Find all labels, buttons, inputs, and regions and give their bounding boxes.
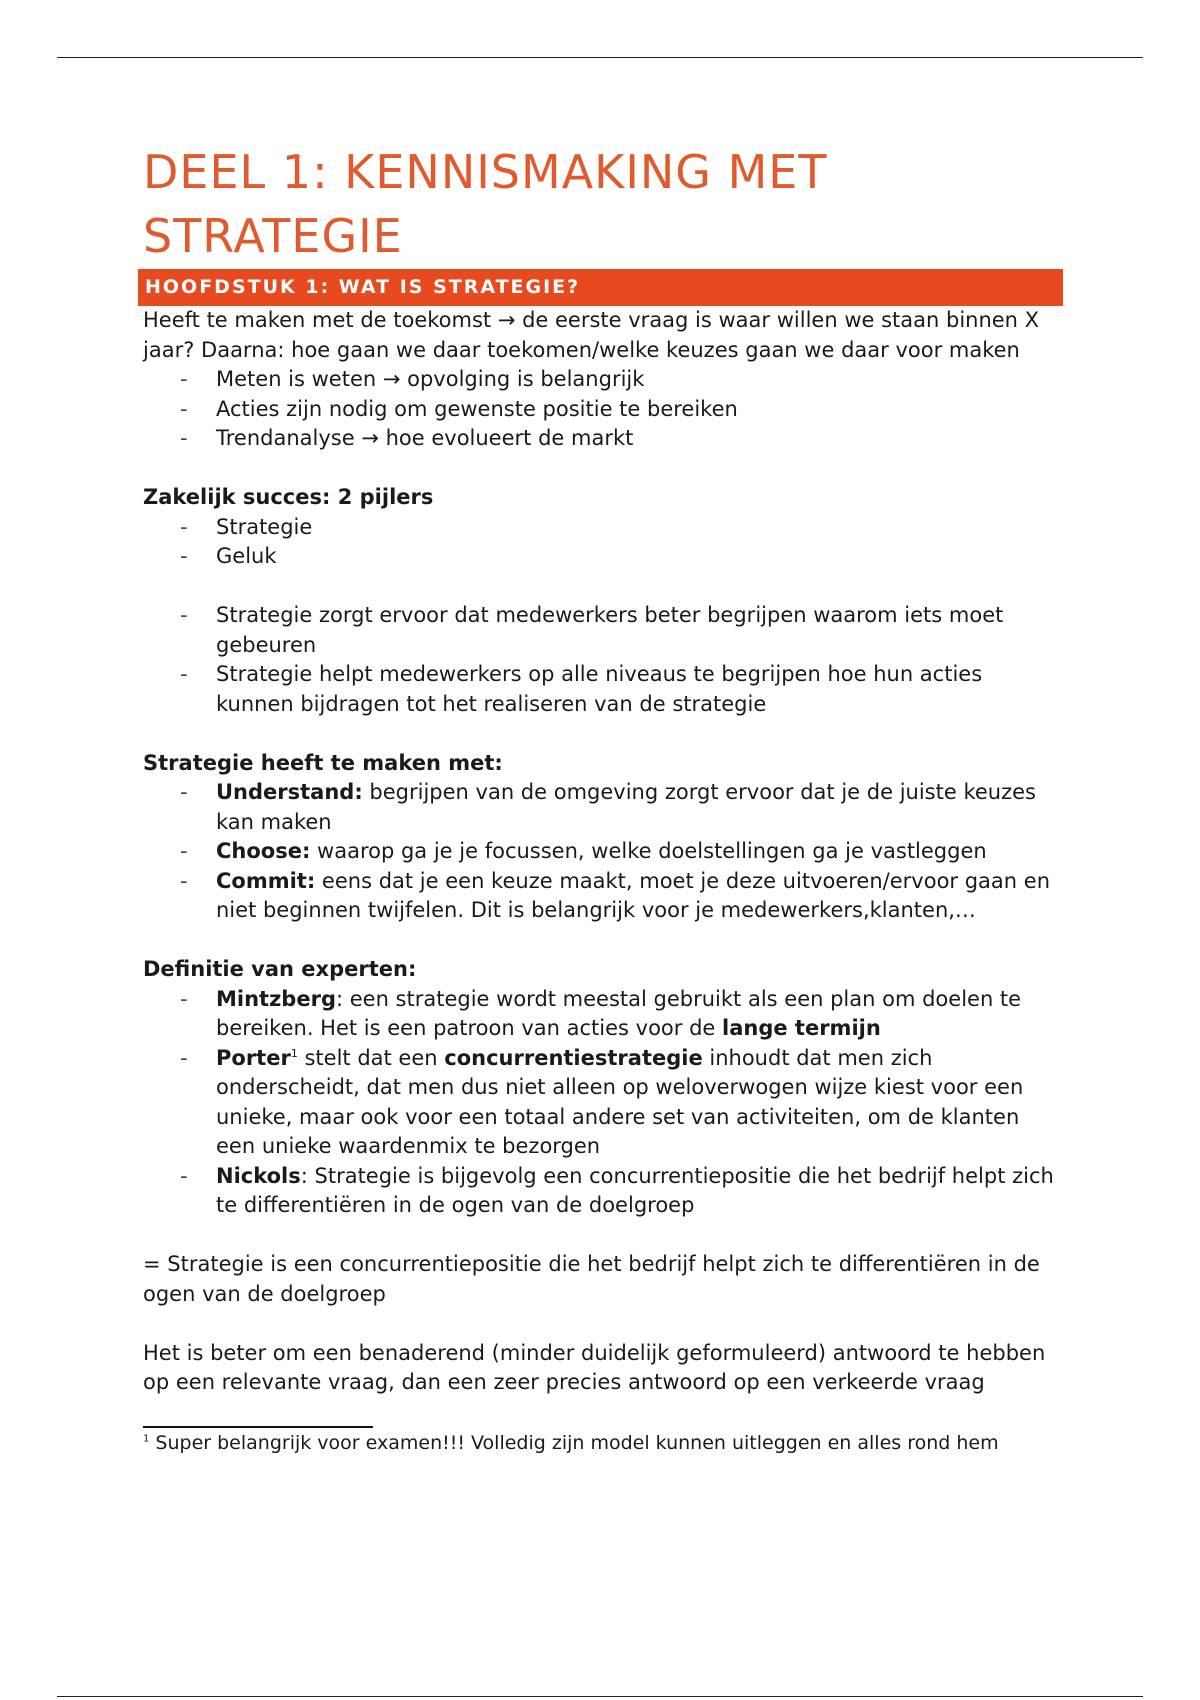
term-choose: Choose: bbox=[216, 839, 311, 863]
mintzberg-emphasis: lange termijn bbox=[722, 1016, 881, 1040]
conclusion-paragraph: = Strategie is een concurrentiepositie die het bedrijf helpt zich te differentiëren in de ogen van de doelgroep bbox=[143, 1252, 1040, 1306]
experts-heading: Definitie van experten: bbox=[143, 957, 417, 981]
footnote-text: Super belangrijk voor examen!!! Volledig zijn model kunnen uitleggen en alles rond hem bbox=[149, 1431, 999, 1454]
list-item: - Geluk bbox=[143, 542, 1063, 572]
header-rule bbox=[57, 57, 1143, 58]
list-item: - Strategie bbox=[143, 513, 1063, 543]
intro-paragraph: Heeft te maken met de toekomst → de eerste vraag is waar willen we staan binnen X jaar? Daarna: hoe gaan we daar toekomen/welke keuzes gaan we daar voor maken bbox=[143, 308, 1040, 362]
porter-text-2: inhoudt dat men zich onderscheidt, dat men dus niet alleen op weloverwogen wijze kiest voor een unieke, maar ook voor een totaal andere set van activiteiten, om de klanten een unieke waardenmix te bezorgen bbox=[216, 1045, 1024, 1158]
list-item: - Trendanalyse → hoe evolueert de markt bbox=[143, 424, 1063, 454]
list-item: - Meten is weten → opvolging is belangrijk bbox=[143, 365, 1063, 395]
list-item: - Strategie helpt medewerkers op alle niveaus te begrijpen hoe hun acties kunnen bijdragen tot het realiseren van de strategie bbox=[143, 660, 1063, 719]
nickols-text: : Strategie is bijgevolg een concurrentiepositie die het bedrijf helpt zich te differentiëren in de ogen van de doelgroep bbox=[216, 1163, 1054, 1217]
page-content bbox=[143, 140, 1063, 1455]
intro-list bbox=[143, 365, 1063, 454]
footnote bbox=[143, 1431, 1063, 1455]
footnote-mark: 1 bbox=[143, 1433, 150, 1445]
understand-text: begrijpen van de omgeving zorgt ervoor dat je de juiste keuzes kan maken bbox=[216, 780, 1036, 834]
commit-text: eens dat je een keuze maakt, moet je deze uitvoeren/ervoor gaan en niet beginnen twijfelen. Dit is belangrijk voor je medewerkers,klanten,… bbox=[216, 868, 1051, 922]
chapter-heading: HOOFDSTUK 1: WAT IS STRATEGIE? bbox=[138, 269, 1063, 306]
term-commit: Commit: bbox=[216, 868, 316, 893]
choose-text: waarop ga je je focussen, welke doelstellingen ga je vastleggen bbox=[310, 839, 987, 863]
maken-heading: Strategie heeft te maken met: bbox=[143, 750, 503, 775]
maken-list bbox=[143, 778, 1063, 926]
list-item: - Strategie zorgt ervoor dat medewerkers beter begrijpen waarom iets moet gebeuren bbox=[143, 601, 1063, 660]
porter-emphasis: concurrentiestrategie bbox=[444, 1045, 703, 1070]
term-understand: Understand: bbox=[216, 780, 363, 804]
footnote-reference[interactable]: 1 bbox=[290, 1046, 298, 1060]
succes-list bbox=[143, 513, 1063, 572]
part-title bbox=[143, 140, 1063, 268]
porter-text-1: stelt dat een bbox=[297, 1045, 445, 1070]
experts-list bbox=[143, 985, 1063, 1221]
list-item bbox=[143, 985, 1063, 1044]
term-nickols: Nickols bbox=[216, 1163, 301, 1188]
list-item bbox=[143, 778, 1063, 837]
part-title-line1: DEEL 1: KENNISMAKING MET bbox=[143, 145, 828, 199]
term-mintzberg: Mintzberg bbox=[216, 986, 336, 1011]
list-item bbox=[143, 1044, 1063, 1162]
footer-rule bbox=[57, 1696, 1143, 1697]
list-item bbox=[143, 867, 1063, 926]
footnote-separator bbox=[143, 1426, 373, 1428]
strategie-list bbox=[143, 601, 1063, 719]
list-item bbox=[143, 1162, 1063, 1221]
list-item: - Acties zijn nodig om gewenste positie te bereiken bbox=[143, 395, 1063, 425]
closing-paragraph: Het is beter om een benaderend (minder duidelijk geformuleerd) antwoord te hebben op een relevante vraag, dan een zeer precies antwoord op een verkeerde vraag bbox=[143, 1340, 1046, 1394]
term-porter: Porter bbox=[216, 1045, 291, 1070]
part-title-line2: STRATEGIE bbox=[143, 209, 403, 263]
mintzberg-text: : een strategie wordt meestal gebruikt als een plan om doelen te bereiken. Het is een patroon van acties voor de bbox=[216, 986, 1022, 1040]
succes-heading: Zakelijk succes: 2 pijlers bbox=[143, 485, 434, 509]
list-item bbox=[143, 837, 1063, 867]
